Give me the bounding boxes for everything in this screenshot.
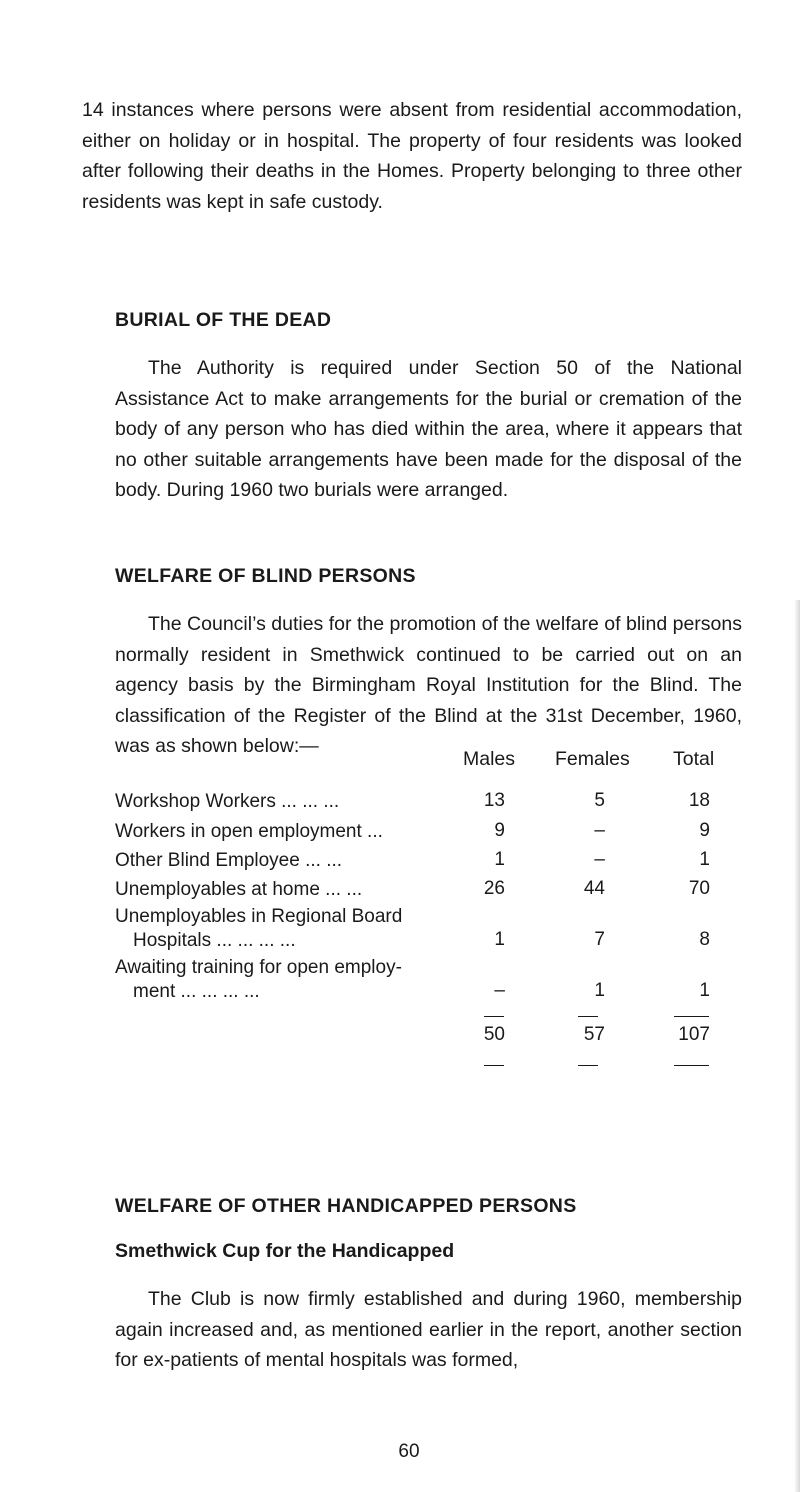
cell-females: –	[594, 849, 605, 870]
table-row-label: Awaiting training for open employ-	[115, 957, 402, 978]
cell-females: –	[594, 820, 605, 841]
cell-total: 1	[699, 849, 710, 870]
total-total: 107	[678, 1024, 710, 1045]
rule-total-top	[674, 1016, 709, 1017]
blind-heading: WELFARE OF BLIND PERSONS	[115, 565, 416, 587]
blind-paragraph: The Council’s duties for the promotion of the welfare of blind persons normally resident in Smethwick continued to be carried out on an agency basis by the Birmingham Royal Institution for the Blind. The classification of the Register of the Blind at the 31st December, 1960, was as shown below:—	[115, 613, 742, 757]
table-row-label: Other Blind Employee ... ...	[115, 850, 343, 871]
cell-total: 9	[699, 820, 710, 841]
rule-total-bottom	[674, 1065, 709, 1066]
cell-total: 18	[688, 790, 710, 811]
cell-females: 7	[594, 929, 605, 950]
total-males: 50	[483, 1024, 505, 1045]
burial-heading: BURIAL OF THE DEAD	[115, 309, 332, 331]
cell-total: 8	[699, 929, 710, 950]
cell-males: –	[494, 980, 505, 1001]
cell-females: 44	[583, 878, 605, 899]
header-males: Males	[463, 748, 516, 770]
header-total: Total	[673, 748, 715, 770]
rule-males-bottom	[484, 1065, 504, 1066]
rule-females-bottom	[578, 1065, 598, 1066]
table-row-label-cont: Hospitals ... ... ... ...	[133, 930, 296, 951]
table-row-label: Unemployables at home ... ...	[115, 879, 363, 900]
cell-males: 1	[494, 849, 505, 870]
cell-females: 1	[594, 980, 605, 1001]
cell-females: 5	[594, 790, 605, 811]
table-row-label: Unemployables in Regional Board	[115, 906, 403, 927]
handicapped-subheading: Smethwick Cup for the Handicapped	[115, 1240, 455, 1262]
cell-males: 9	[494, 820, 505, 841]
cell-males: 13	[483, 790, 505, 811]
handicapped-heading: WELFARE OF OTHER HANDICAPPED PERSONS	[115, 1195, 577, 1217]
burial-paragraph: The Authority is required under Section 50 of the National Assistance Act to make arrangements for the burial or cremation of the body of any person who has died within the area, where it appears that no other suitable arrangements have been made for the disposal of the body. During 1960 two burials were arranged.	[115, 357, 742, 501]
rule-males-top	[484, 1016, 504, 1017]
cell-total: 1	[699, 980, 710, 1001]
table-row-label-cont: ment ... ... ... ...	[133, 981, 260, 1002]
handicapped-paragraph: The Club is now firmly established and during 1960, membership again increased and, as mentioned earlier in the report, another section for ex-patients of mental hospitals was formed,	[115, 1288, 742, 1371]
intro-paragraph: 14 instances where persons were absent from residential accommodation, either on holiday or in hospital. The property of four residents was looked after following their deaths in the Homes. Property belonging to three other residents was kept in safe custody.	[82, 99, 742, 213]
header-females: Females	[555, 748, 630, 770]
table-row-label: Workshop Workers ... ... ...	[115, 791, 340, 812]
cell-total: 70	[688, 878, 710, 899]
cell-males: 26	[483, 878, 505, 899]
rule-females-top	[578, 1016, 598, 1017]
total-females: 57	[583, 1024, 605, 1045]
page-number: 60	[398, 1441, 420, 1462]
table-row-label: Workers in open employment ...	[115, 821, 383, 842]
page-edge-shadow	[794, 600, 800, 1492]
cell-males: 1	[494, 929, 505, 950]
